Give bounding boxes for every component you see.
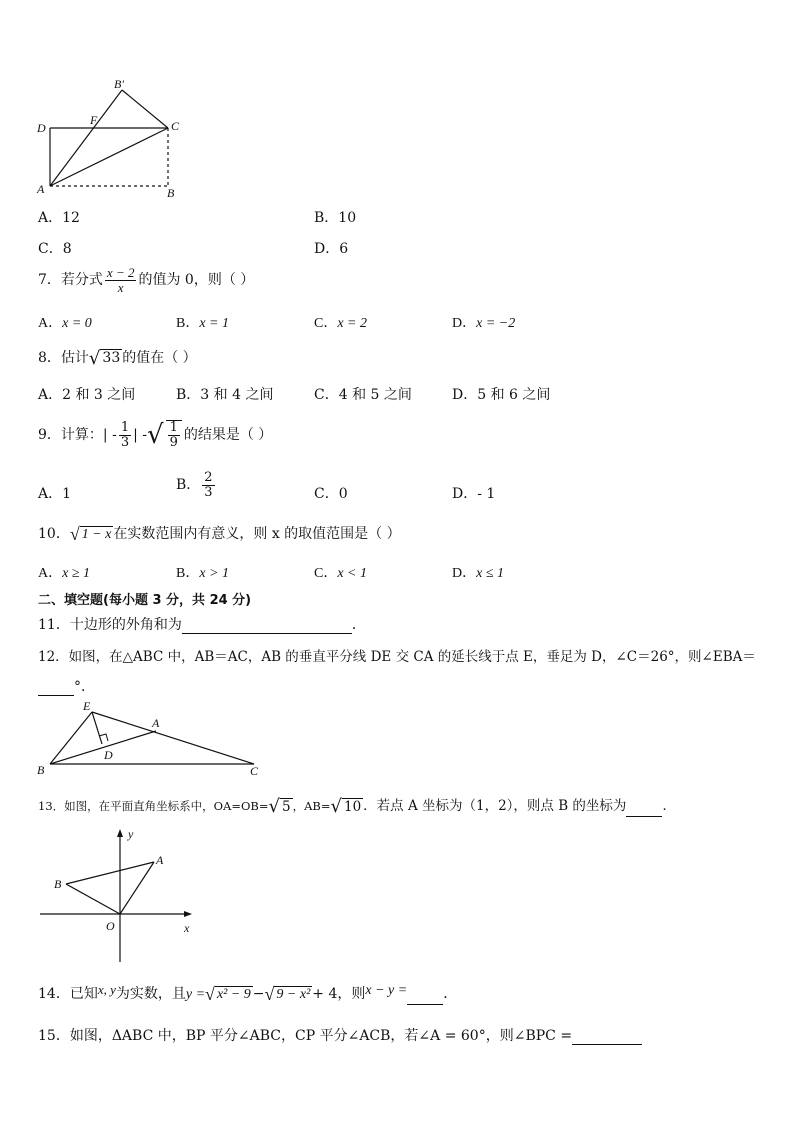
q14-minus: −	[252, 986, 265, 1002]
q8-option-c[interactable]	[314, 384, 412, 404]
option-text: x < 1	[337, 566, 368, 581]
q11-text: 11．十边形的外角和为	[38, 617, 182, 633]
label-b: B	[167, 186, 175, 200]
q10-suffix: 在实数范围内有意义，则 x 的取值范围是（ ）	[113, 526, 401, 542]
q7-fraction-denominator: x	[117, 279, 124, 295]
q11-end: ．	[351, 617, 366, 633]
q10-option-d[interactable]	[452, 562, 504, 582]
option-letter: A．	[38, 316, 63, 331]
q6-option-c[interactable]	[38, 238, 72, 258]
question-11	[38, 614, 366, 634]
figure-q6-rectangle-fold	[34, 76, 194, 201]
label-a: A	[37, 182, 45, 196]
label-y: y	[128, 827, 134, 841]
q8-option-d[interactable]	[452, 384, 550, 404]
option-text: 4 和 5 之间	[338, 387, 412, 403]
option-text: 0	[338, 486, 348, 502]
question-12-answer-line	[38, 676, 95, 696]
q7-suffix: 的值为 0，则（ ）	[138, 272, 255, 289]
q9-option-c[interactable]	[314, 483, 348, 503]
q8-radicand: 33	[102, 350, 121, 366]
option-letter: C．	[314, 316, 338, 331]
fraction-numerator: 2	[204, 470, 213, 485]
option-text: x ≤ 1	[476, 566, 505, 581]
q14-radicand-1: x² − 9	[216, 986, 251, 1002]
q7-option-c[interactable]	[314, 312, 367, 332]
q9-option-b-fraction	[202, 471, 214, 499]
q10-option-c[interactable]	[314, 562, 367, 582]
option-letter: C．	[38, 241, 63, 257]
option-letter: B．	[176, 387, 201, 403]
q7-option-a[interactable]	[38, 312, 92, 332]
option-letter: A．	[38, 210, 63, 226]
option-text: x = 0	[62, 316, 92, 331]
q14-text-3: ，则	[337, 986, 366, 1002]
q14-text-1: 14．已知	[38, 986, 98, 1002]
q8-option-a[interactable]	[38, 384, 135, 404]
option-text: x = −2	[476, 316, 516, 331]
option-letter: D．	[452, 486, 478, 502]
option-text: 5 和 6 之间	[477, 387, 551, 403]
option-letter: C．	[314, 486, 339, 502]
q9-option-d[interactable]	[452, 483, 495, 503]
q7-option-d[interactable]	[452, 312, 515, 332]
option-text: 2 和 3 之间	[62, 387, 136, 403]
question-12	[38, 645, 756, 665]
q13-text-3: ．若点 A 坐标为（1，2），则点 B 的坐标为	[363, 798, 627, 814]
option-text: 10	[338, 210, 357, 226]
q14-text-2: 为实数，且	[115, 986, 186, 1002]
q13-radicand-2: 10	[343, 798, 362, 815]
option-letter: D．	[452, 566, 477, 581]
option-letter: A．	[38, 566, 63, 581]
option-letter: B．	[176, 566, 200, 581]
q9-mid: | -	[133, 427, 147, 443]
question-9	[38, 420, 272, 450]
option-letter: C．	[314, 566, 338, 581]
label-o: O	[106, 919, 115, 933]
q9-option-b[interactable]	[176, 471, 217, 499]
question-8	[38, 347, 197, 369]
q10-sqrt: √ 1 − x	[69, 524, 112, 545]
q14-sqrt-2: √ 9 − x²	[264, 984, 311, 1005]
q10-prefix: 10．	[38, 526, 70, 542]
option-text: 1	[62, 486, 72, 502]
q12-text: 12．如图，在△ABC 中，AB＝AC，AB 的垂直平分线 DE 交 CA 的延长线于点 E，垂足为 D，∠C＝26°，则∠EBA＝	[38, 649, 756, 665]
option-text: x = 2	[337, 316, 368, 331]
option-letter: A．	[38, 387, 63, 403]
label-f: F	[90, 113, 98, 127]
q10-option-b[interactable]	[176, 562, 229, 582]
q6-option-a[interactable]	[38, 207, 80, 227]
q15-answer-blank[interactable]	[572, 1030, 642, 1045]
question-13	[38, 794, 676, 817]
q13-radicand-1: 5	[282, 798, 291, 815]
question-14	[38, 982, 457, 1005]
q8-option-b[interactable]	[176, 384, 273, 404]
q14-end: ．	[443, 986, 458, 1002]
option-text: x = 1	[199, 316, 230, 331]
option-text: x > 1	[199, 566, 230, 581]
option-text: 3 和 4 之间	[200, 387, 274, 403]
q13-answer-blank[interactable]	[626, 802, 662, 817]
label-b: B	[54, 877, 62, 891]
q14-vars: x, y	[97, 982, 116, 997]
option-text: x ≥ 1	[62, 566, 91, 581]
label-a: A	[156, 853, 164, 867]
q11-answer-blank[interactable]	[182, 619, 352, 634]
option-letter: B．	[176, 477, 201, 494]
option-text: 8	[62, 241, 72, 257]
q9-fraction-2-denominator: 9	[169, 435, 178, 450]
figure-q13-coordinate-plane	[36, 826, 196, 966]
fraction-denominator: 3	[204, 484, 213, 500]
q9-sqrt: √ $\frac{1}{9}$	[147, 420, 184, 450]
label-d: D	[37, 121, 46, 135]
q9-fraction-1	[119, 421, 131, 449]
option-text: 6	[339, 241, 349, 257]
option-letter: D．	[314, 241, 340, 257]
option-letter: B．	[176, 316, 200, 331]
q14-expr: x − y =	[365, 983, 408, 998]
q8-sqrt: √ 33	[88, 347, 121, 369]
option-letter: B．	[314, 210, 339, 226]
q6-option-d[interactable]	[314, 238, 348, 258]
q8-prefix: 8．估计	[38, 350, 89, 366]
label-d: D	[104, 748, 113, 762]
q12-answer-blank[interactable]	[38, 681, 74, 696]
q9-fraction-1-numerator: 1	[120, 419, 130, 435]
q14-sqrt-1: √ x² − 9	[205, 984, 251, 1005]
q14-tail: + 4	[312, 986, 338, 1002]
section-heading-fill-in: 二、填空题(每小题 3 分，共 24 分)	[38, 593, 252, 608]
label-e: E	[83, 700, 91, 713]
label-x: x	[184, 921, 190, 935]
q13-sqrt-2: √ 10	[330, 796, 362, 817]
label-b-prime: B′	[114, 77, 124, 91]
q9-fraction-2-numerator: 1	[169, 420, 178, 436]
q9-fraction-1-denominator: 3	[120, 434, 130, 450]
q14-radicand-2: 9 − x²	[276, 986, 311, 1002]
option-letter: A．	[38, 486, 63, 502]
q7-fraction	[105, 266, 137, 294]
option-letter: C．	[314, 387, 339, 403]
q10-option-a[interactable]	[38, 562, 90, 582]
q12-end: °．	[74, 679, 95, 695]
q15-text: 15．如图，ΔABC 中，BP 平分∠ABC，CP 平分∠ACB，若∠A = 60°，则∠BPC =	[38, 1028, 573, 1044]
option-letter: D．	[452, 316, 477, 331]
q6-option-b[interactable]	[314, 207, 356, 227]
question-15	[38, 1025, 642, 1045]
label-a: A	[152, 716, 160, 730]
q9-option-a[interactable]	[38, 483, 71, 503]
q13-end: ．	[662, 798, 676, 814]
q7-option-b[interactable]	[176, 312, 229, 332]
question-7	[38, 266, 254, 294]
q9-prefix: 9．计算：| -	[38, 427, 117, 443]
q9-suffix: 的结果是（ ）	[183, 427, 273, 443]
q13-text-1: 13．如图，在平面直角坐标系中，OA=OB=	[38, 799, 269, 813]
q8-suffix: 的值在（ ）	[122, 350, 197, 366]
q14-answer-blank[interactable]	[407, 990, 443, 1005]
label-b: B	[37, 763, 45, 777]
label-c: C	[171, 119, 180, 133]
option-letter: D．	[452, 387, 478, 403]
q14-lhs: y =	[185, 987, 206, 1002]
q10-radicand: 1 − x	[81, 526, 112, 542]
option-text: - 1	[477, 486, 496, 502]
label-c: C	[250, 764, 259, 778]
figure-q12-triangle	[34, 700, 274, 782]
option-text: 12	[62, 210, 80, 226]
question-10	[38, 523, 401, 545]
q7-fraction-numerator: x − 2	[106, 265, 135, 280]
q7-prefix: 7．若分式	[38, 272, 103, 289]
q13-text-2: ，AB=	[292, 799, 331, 813]
q13-sqrt-1: √ 5	[268, 796, 291, 817]
